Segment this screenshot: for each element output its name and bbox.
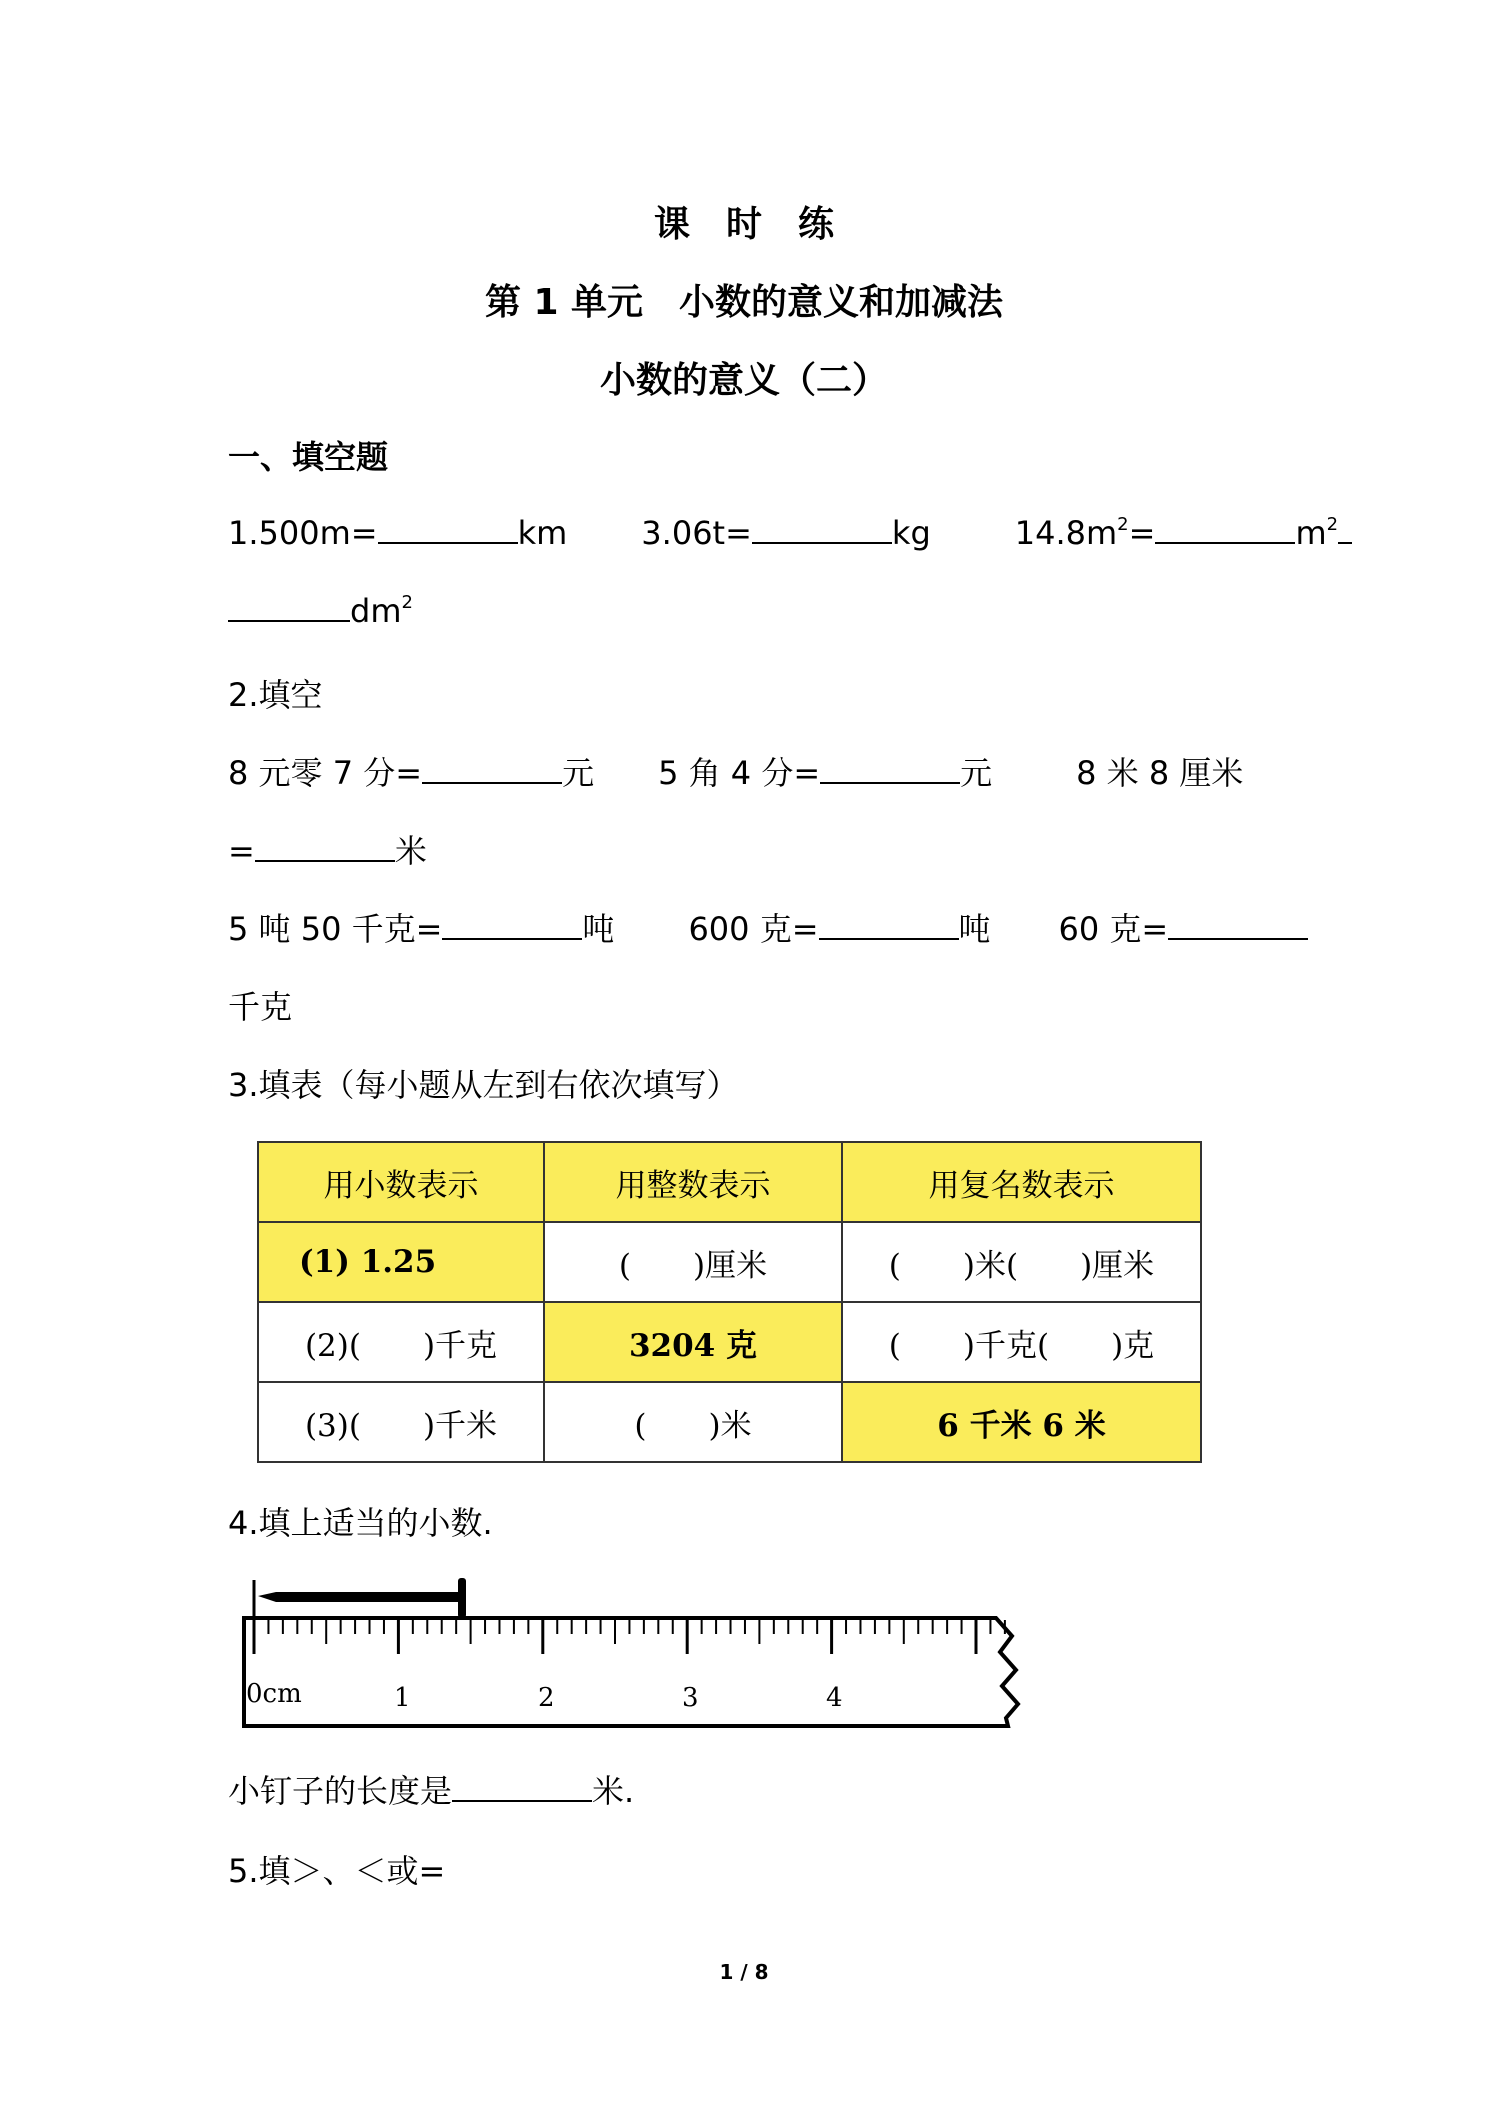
q4-answer-prefix: 小钉子的长度是 <box>228 1772 453 1810</box>
table-cell: 6 千米 6 米 <box>842 1382 1201 1462</box>
q5-label: 5.填＞、＜或= <box>228 1852 446 1890</box>
ruler-label: 2 <box>538 1683 555 1713</box>
fill-table <box>257 1141 1202 1463</box>
q1-line <box>228 514 1352 552</box>
table-header: 用整数表示 <box>544 1142 842 1222</box>
q2-b-unit: 元 <box>960 754 993 792</box>
q1-blank-c2[interactable] <box>228 619 350 622</box>
q1-unit-a: km <box>517 514 568 552</box>
q2-blank-a[interactable] <box>422 781 562 784</box>
lesson-title: 小数的意义（二） <box>599 360 888 401</box>
q1-blank-c2-start[interactable] <box>1338 541 1352 544</box>
table-header: 用复名数表示 <box>842 1142 1201 1222</box>
q2-a: 8 元零 7 分= <box>228 754 423 792</box>
unit-title: 第 1 单元 小数的意义和加减法 <box>484 282 1004 323</box>
q1-blank-c1[interactable] <box>1155 541 1295 544</box>
q2-blank-d[interactable] <box>442 937 582 940</box>
q1-part-a: 1.500m= <box>228 514 378 552</box>
q2-blank-b[interactable] <box>820 781 960 784</box>
q4-answer-line <box>228 1766 634 1812</box>
table-header: 用小数表示 <box>258 1142 544 1222</box>
q2-f-unit: 千克 <box>228 988 293 1026</box>
ruler-body <box>244 1618 1018 1726</box>
page-title: 课 时 练 <box>653 204 834 245</box>
table-cell[interactable]: (3)( )千米 <box>258 1382 544 1462</box>
q2-c-eq: = <box>228 832 255 870</box>
q2-c: 8 米 8 厘米 <box>1076 754 1244 792</box>
table-row <box>258 1302 1201 1382</box>
ruler-label: 4 <box>826 1683 843 1713</box>
q2-line-2 <box>228 826 427 872</box>
table-cell[interactable]: ( )米 <box>544 1382 842 1462</box>
table-cell[interactable]: ( )千克( )克 <box>842 1302 1201 1382</box>
q1-unit-c2: dm <box>350 592 402 630</box>
table-cell: 3204 克 <box>544 1302 842 1382</box>
q4-blank[interactable] <box>452 1799 592 1802</box>
q1-unit-c1: m <box>1295 514 1327 552</box>
q2-line-3 <box>228 904 1308 950</box>
q1-part-b: 3.06t= <box>641 514 752 552</box>
page-number: 1 / 8 <box>719 1960 769 1984</box>
q1-blank-a[interactable] <box>378 541 518 544</box>
q1-unit-c1-sup: 2 <box>1326 514 1339 535</box>
q1-line-2 <box>228 592 413 630</box>
q2-label: 2.填空 <box>228 676 323 714</box>
table-row <box>258 1222 1201 1302</box>
q3-label: 3.填表（每小题从左到右依次填写） <box>228 1066 739 1104</box>
q2-c-unit: 米 <box>394 832 427 870</box>
q4-answer-suffix: 米. <box>592 1772 635 1810</box>
q1-blank-b[interactable] <box>752 541 892 544</box>
ruler-label: 0cm <box>246 1679 302 1709</box>
table-cell[interactable]: ( )米( )厘米 <box>842 1222 1201 1302</box>
q2-blank-c[interactable] <box>255 859 395 862</box>
table-cell: (1) 1.25 <box>258 1222 544 1302</box>
q2-blank-e[interactable] <box>819 937 959 940</box>
q2-f: 60 克= <box>1058 910 1169 948</box>
q2-d-unit: 吨 <box>582 910 615 948</box>
ruler-label: 3 <box>682 1683 699 1713</box>
ruler-label: 1 <box>394 1683 411 1713</box>
table-cell[interactable]: ( )厘米 <box>544 1222 842 1302</box>
q1-unit-c2-sup: 2 <box>401 592 413 613</box>
q1-unit-b: kg <box>891 514 931 552</box>
q2-b: 5 角 4 分= <box>658 754 821 792</box>
q4-label: 4.填上适当的小数. <box>228 1504 493 1542</box>
table-row <box>258 1382 1201 1462</box>
q1-part-c-eq: = <box>1128 514 1156 552</box>
table-header-row <box>258 1142 1201 1222</box>
ruler-figure <box>236 1566 1056 1738</box>
q2-a-unit: 元 <box>562 754 595 792</box>
q1-part-c-sup: 2 <box>1117 514 1129 535</box>
q2-e: 600 克= <box>688 910 819 948</box>
nail-icon <box>254 1578 466 1622</box>
q1-part-c: 14.8m <box>1014 514 1118 552</box>
section-heading: 一、填空题 <box>228 438 389 476</box>
table-cell[interactable]: (2)( )千克 <box>258 1302 544 1382</box>
q2-e-unit: 吨 <box>958 910 991 948</box>
q2-d: 5 吨 50 千克= <box>228 910 443 948</box>
q2-line-1 <box>228 748 1243 794</box>
q2-blank-f[interactable] <box>1168 937 1308 940</box>
